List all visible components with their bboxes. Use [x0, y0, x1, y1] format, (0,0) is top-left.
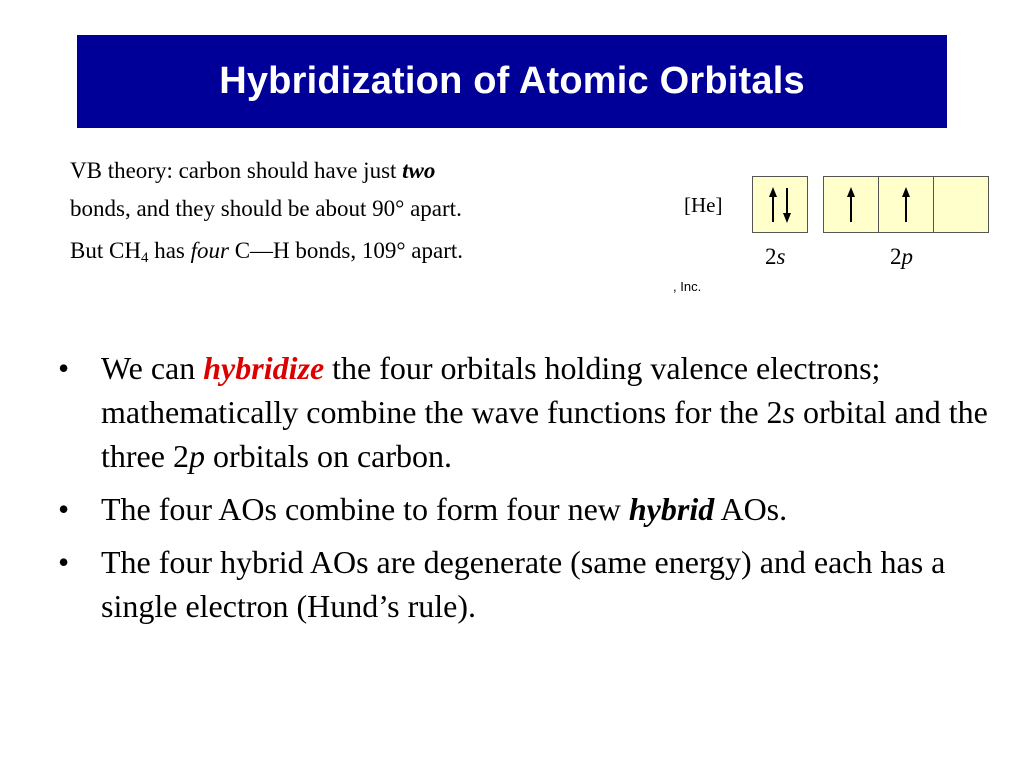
intro-line-1-emphasis: two: [402, 158, 436, 183]
intro-line-3: [70, 232, 670, 270]
bullet-1-s-letter: s: [782, 394, 795, 430]
bullet-2-emphasis: hybrid: [628, 491, 715, 527]
orbital-label-2s-letter: s: [776, 244, 786, 269]
up-down-arrows-icon: [763, 185, 797, 225]
orbital-box-2s: [752, 176, 808, 233]
bullet-1-text-4: orbitals on carbon.: [204, 438, 452, 474]
bullet-1-text-2: the four orbitals holding valence electrons; mathematically combine the wave functions for the 2: [101, 350, 881, 430]
orbital-box-2p-2: [879, 176, 934, 233]
bullet-1-highlight: hybridize: [203, 350, 325, 386]
bullet-list: [58, 346, 988, 637]
intro-line-3-end: C—H bonds, 109° apart.: [228, 238, 464, 263]
helium-core-label: [He]: [684, 193, 723, 217]
figure-credit: , Inc.: [673, 279, 702, 294]
orbital-box-2p-1: [823, 176, 879, 233]
bullet-2-text-end: AOs.: [714, 491, 788, 527]
orbital-label-2p: [890, 244, 913, 270]
intro-line-1-text: VB theory: carbon should have just: [70, 158, 403, 183]
intro-line-3-mid: has: [148, 238, 191, 263]
bullet-1-text: We can: [101, 350, 204, 386]
title-bar: [77, 35, 947, 128]
up-arrow-icon: [841, 185, 861, 225]
orbital-label-2s: [765, 244, 785, 270]
up-arrow-icon: [896, 185, 916, 225]
intro-line-1: [70, 152, 670, 190]
orbital-2p-group: [823, 176, 989, 233]
intro-text: [70, 152, 670, 270]
bullet-1-p-letter: p: [188, 438, 205, 474]
bullet-item-2: [58, 487, 988, 531]
orbital-label-2p-letter: p: [901, 244, 913, 269]
intro-line-2: bonds, and they should be about 90° apart.: [70, 196, 462, 221]
orbital-box-2p-3: [934, 176, 989, 233]
orbital-label-2p-number: 2: [890, 244, 902, 269]
slide-title: Hybridization of Atomic Orbitals: [219, 60, 805, 102]
orbital-label-2s-number: 2: [765, 244, 777, 269]
subscript-4: 4: [140, 250, 149, 266]
orbital-2s-group: [752, 176, 808, 233]
bullet-item-1: [58, 346, 988, 478]
intro-line-3-emphasis: four: [190, 238, 229, 263]
bullet-2-text: The four AOs combine to form four new: [101, 491, 629, 527]
bullet-item-3: • The four hybrid AOs are degenerate (same energy) and each has a single electron (Hund’s rule).: [58, 540, 988, 628]
bullet-1-text-3: orbital and the three 2: [101, 394, 988, 474]
intro-line-3-text: But CH: [70, 238, 141, 263]
